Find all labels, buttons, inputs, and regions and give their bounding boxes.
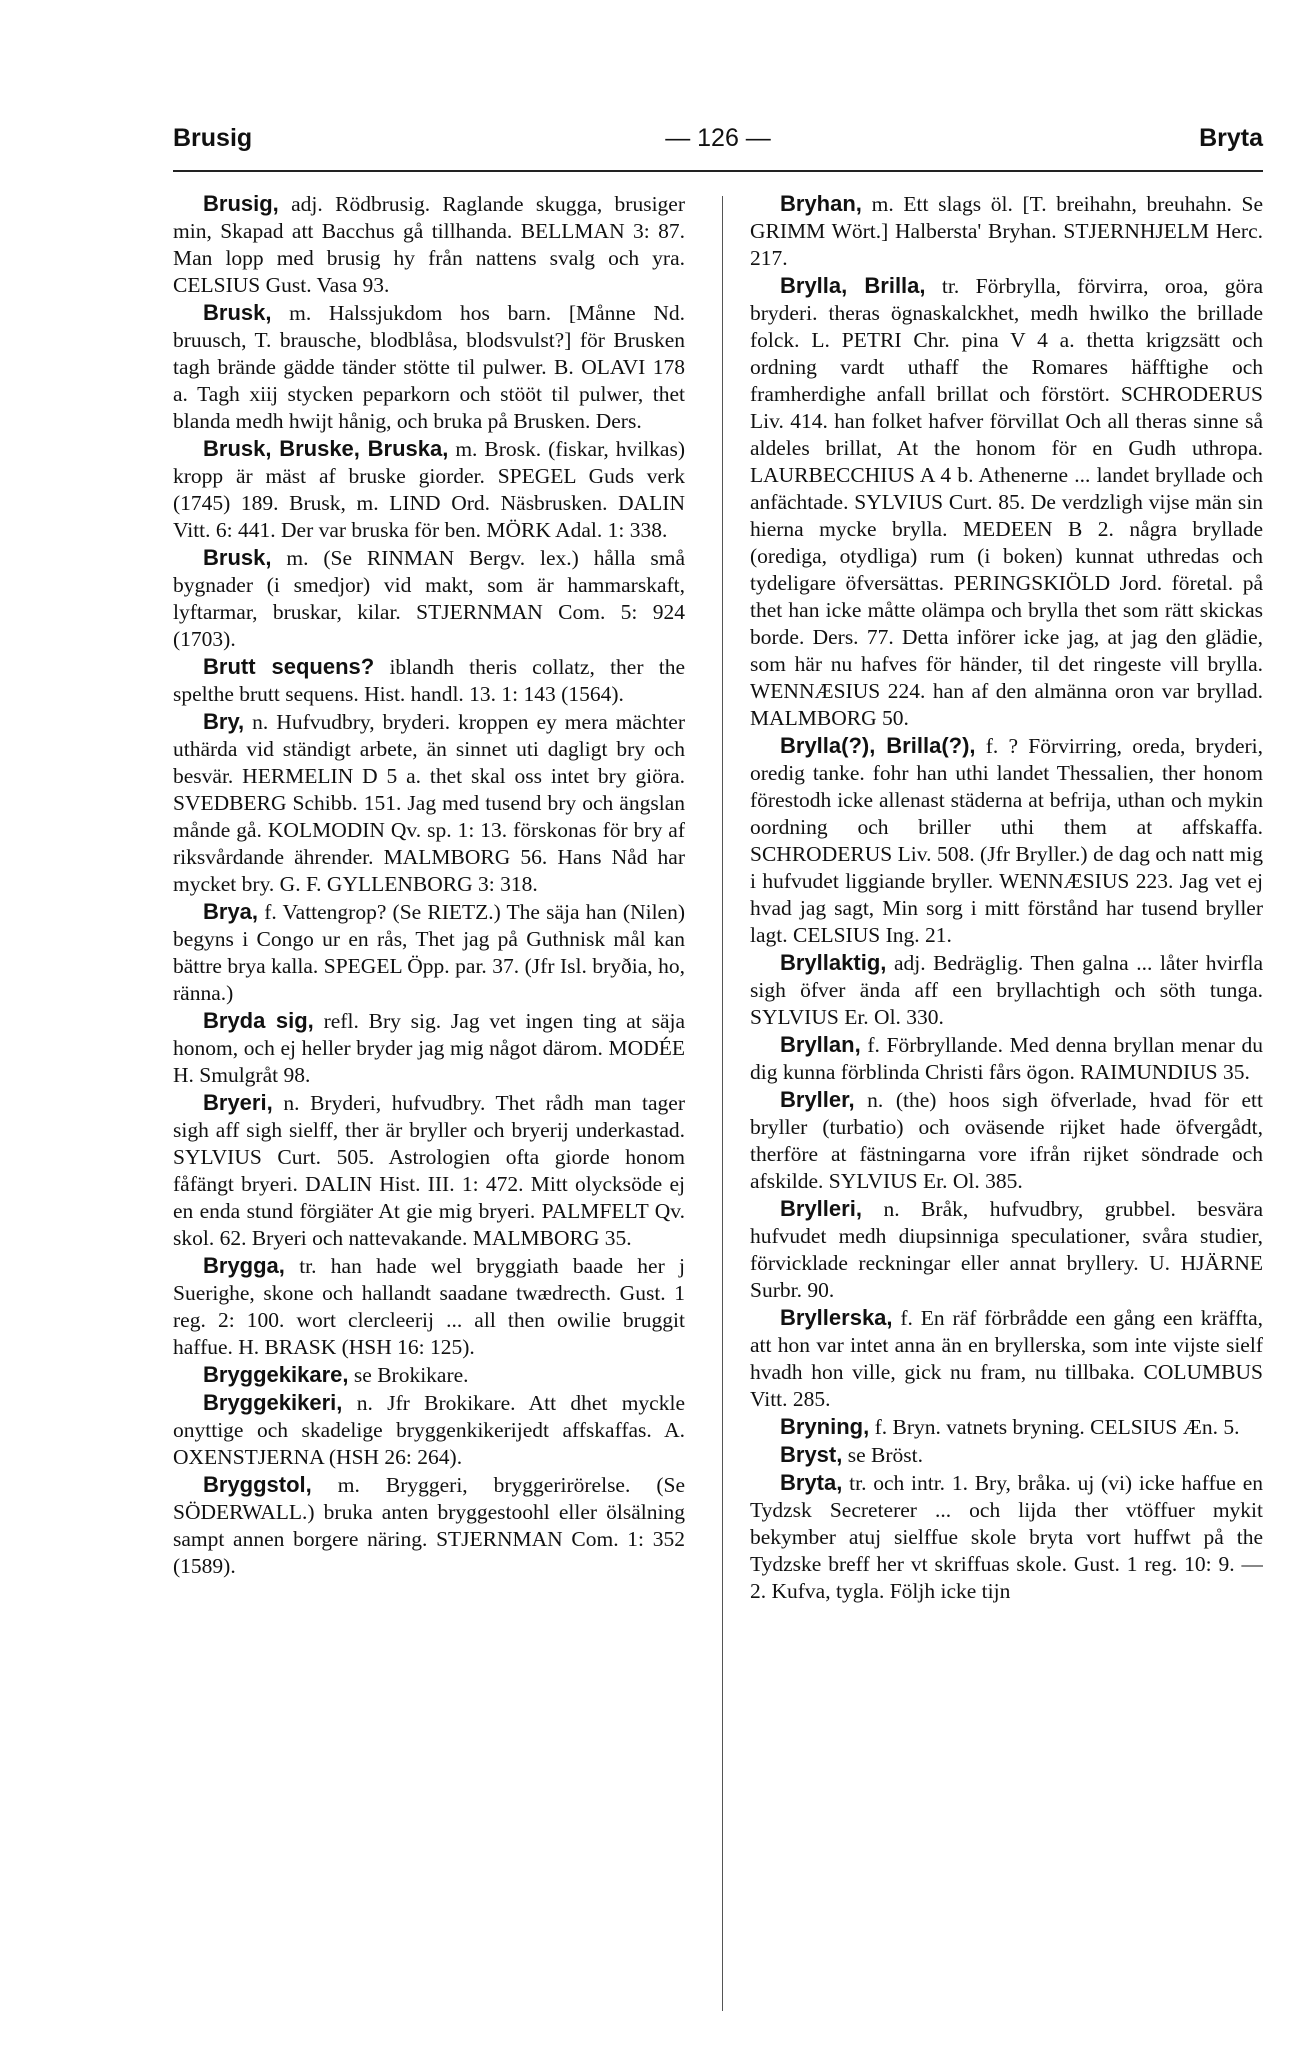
entry-headword: Bryggekikare, [203, 1362, 349, 1387]
entry-headword: Bryda sig, [203, 1008, 314, 1033]
entry-text: n. (the) hoos sigh öfverlade, hvad för ett bryller (turbatio) och oväsende rijket hade öfvergådt, therföre at fästningarna vore ifrån rijket söndrade och afskilde. SYLVIUS Er. Ol. 385. [750, 1088, 1263, 1193]
left-column [173, 190, 685, 2020]
entry-text: adj. Bedräglig. Then galna ... låter hvirfla sigh öfver ända aff een bryllachtigh och söth tunga. SYLVIUS Er. Ol. 330. [750, 951, 1263, 1029]
entry-text: m. Bryggeri, bryggerirörelse. (Se SÖDERWALL.) bruka anten bryggestoohl eller ölsälning sampt annen borgere näring. STJERNMAN Com. 1: 352 (1589). [173, 1473, 685, 1578]
entry-text: n. Hufvudbry, bryderi. kroppen ey mera mächter uthärda vid ständigt arbete, än sinnet uti dagligt bry och besvär. HERMELIN D 5 a. thet skal oss intet bry giöra. SVEDBERG Schibb. 151. Jag med tusend bry och ängslan månde gå. KOLMODIN Qv. sp. 1: 13. förskonas för bry af riksvårdande ährender. MALMBORG 56. Hans Nåd har mycket bry. G. F. GYLLENBORG 3: 318. [173, 710, 685, 896]
dictionary-entry [750, 949, 1263, 1031]
entry-headword: Brylleri, [780, 1196, 862, 1221]
entry-headword: Brygga, [203, 1253, 285, 1278]
entry-text: n. Bråk, hufvudbry, grubbel. besvära hufvudet medh diupsinniga speculationer, svåra studier, förvicklade reckningar eller annat bryllery. U. HJÄRNE Surbr. 90. [750, 1197, 1263, 1302]
entry-text: m. Brosk. (fiskar, hvilkas) kropp är mäst af bruske giorder. SPEGEL Guds verk (1745) 189. Brusk, m. LIND Ord. Näsbrusken. DALIN Vitt. 6: 441. Der var bruska för ben. MÖRK Adal. 1: 338. [173, 437, 685, 542]
entry-text: m. (Se RINMAN Bergv. lex.) hålla små bygnader (i smedjor) vid makt, som är hammarskaft, lyftarmar, bruskar, kilar. STJERNMAN Com. 5: 924 (1703). [173, 546, 685, 651]
entry-text: f. Förbryllande. Med denna bryllan menar du dig kunna förblinda Christi fårs ögon. RAIMUNDIUS 35. [750, 1033, 1263, 1084]
page-number: — 126 — [665, 124, 771, 152]
entry-headword: Bryta, [780, 1470, 843, 1495]
header-rule [173, 170, 1263, 172]
entry-headword: Brusig, [203, 191, 279, 216]
dictionary-entry [750, 1413, 1263, 1441]
dictionary-entry [173, 708, 685, 898]
entry-text: f. En räf förbrådde een gång een kräffta, att hon var intet anna än en bryllerska, som inte vijste sielf hvadh hon ville, gick nu fram, nu tillbaka. COLUMBUS Vitt. 285. [750, 1306, 1263, 1411]
entry-headword: Bryhan, [780, 191, 862, 216]
dictionary-entry [750, 190, 1263, 272]
dictionary-entry [750, 1304, 1263, 1413]
entry-headword: Brya, [203, 899, 259, 924]
entry-text: adj. Rödbrusig. Raglande skugga, brusiger min, Skapad att Bacchus gå tillhanda. BELLMAN 3: 87. Man lopp med brusig hy från nattens svalg och yra. CELSIUS Gust. Vasa 93. [173, 192, 685, 297]
entry-text: m. Halssjukdom hos barn. [Månne Nd. bruusch, T. brausche, blodblåsa, blodsvulst?] för Brusken tagh brände gädde tänder stötte til pulwer. B. OLAVI 178 a. Tagh xiij stycken peparkorn och stööt til pulwer, thet blanda medh hwijt hånig, och bruka på Brusken. Ders. [173, 301, 685, 433]
dictionary-entry [750, 732, 1263, 949]
dictionary-entry [750, 1441, 1263, 1469]
entry-headword: Bryeri, [203, 1090, 273, 1115]
entry-text: n. Jfr Brokikare. Att dhet myckle onyttige och skadelige bryggenkikerijedt affskaffas. A. OXENSTJERNA (HSH 26: 264). [173, 1391, 685, 1469]
entry-headword: Bryllerska, [780, 1305, 893, 1330]
dictionary-entry [173, 653, 685, 708]
dictionary-entry [750, 1195, 1263, 1304]
dictionary-entry [750, 1086, 1263, 1195]
entry-headword: Bryggekikeri, [203, 1390, 343, 1415]
entry-text: se Bröst. [847, 1443, 923, 1467]
entry-text: se Brokikare. [353, 1363, 469, 1387]
entry-headword: Brutt sequens? [203, 654, 375, 679]
header-left-guideword: Brusig [173, 124, 253, 152]
dictionary-entry [173, 898, 685, 1007]
entry-headword: Brusk, [203, 545, 272, 570]
entry-headword: Brusk, [203, 300, 272, 325]
dictionary-entry [173, 1007, 685, 1089]
entry-text: iblandh theris collatz, ther the spelthe brutt sequens. Hist. handl. 13. 1: 143 (1564). [173, 655, 685, 706]
column-divider [722, 196, 723, 2011]
entry-text: f. Bryn. vatnets bryning. CELSIUS Æn. 5. [874, 1415, 1240, 1439]
entry-text: tr. och intr. 1. Bry, bråka. uj (vi) icke haffue en Tydzsk Secreterer ... och lijda ther vtöffuer mykit bekymber atuj sielffue skole bryta vort huffwt på the Tydzske breff her vt skriffuas skole. Gust. 1 reg. 10: 9. — 2. Kufva, tygla. Följh icke tijn [750, 1471, 1263, 1603]
entry-headword: Bryllan, [780, 1032, 861, 1057]
dictionary-entry [173, 1089, 685, 1252]
dictionary-entry [173, 544, 685, 653]
dictionary-entry [173, 435, 685, 544]
entry-headword: Bryllaktig, [780, 950, 887, 975]
entry-text: f. Vattengrop? (Se RIETZ.) The säja han (Nilen) begyns i Congo ur en rås, Thet jag på Guthnisk mål kan bättre brya kalla. SPEGEL Öpp. par. 37. (Jfr Isl. bryðia, ho, ränna.) [173, 900, 685, 1005]
entry-text: f. ? Förvirring, oreda, bryderi, oredig tanke. fohr han uthi landet Thessalien, ther honom förestodh icke allenast städerna at befrija, uthan och mykin oordning och briller uthi them at affskaffa. SCHRODERUS Liv. 508. (Jfr Bryller.) de dag och natt mig i hufvudet liggiande bryller. WENNÆSIUS 223. Jag vet ej hvad jag sagt, Min sorg i mitt förstånd har tusend bryller lagt. CELSIUS Ing. 21. [750, 734, 1263, 947]
entry-headword: Bry, [203, 709, 245, 734]
entry-text: tr. han hade wel bryggiath baade her j Suerighe, skone och hallandt saadane twædrecth. Gust. 1 reg. 2: 100. wort clercleerij ... all then owilie bruggit haffue. H. BRASK (HSH 16: 125). [173, 1254, 685, 1359]
right-column [750, 190, 1263, 2020]
page-header [173, 118, 1263, 168]
entry-headword: Bryst, [780, 1442, 843, 1467]
dictionary-entry [173, 190, 685, 299]
entry-text: tr. Förbrylla, förvirra, oroa, göra bryderi. theras ögnaskalckhet, medh hwilko the brillade folck. L. PETRI Chr. pina V 4 a. thetta krigzsätt och ordning vardt uthaff the Romares häfftighe och framherdighe anfall brillat och förstört. SCHRODERUS Liv. 414. han folket hafver förvillat Och all theras sinne så aldeles brillat, At the honom för en Gudh uthropa. LAURBECCHIUS A 4 b. Athenerne ... landet bryllade och anfächtade. SYLVIUS Curt. 85. De verdzligh vijse män sin hierna mycke brylla. MEDEEN B 2. några bryllade (orediga, otydliga) rum (i boken) kunnat uthredas och tydeligare öfversättas. PERINGSKIÖLD Jord. företal. på thet han icke måtte olämpa och brylla thet som rätt skickas borde. Ders. 77. Detta införer icke jag, at jag den glädie, som här nu hafves för händer, til det ringeste vill brylla. WENNÆSIUS 224. han af den almänna oron var bryllad. MALMBORG 50. [750, 274, 1263, 730]
dictionary-entry [173, 1361, 685, 1389]
dictionary-entry [173, 1252, 685, 1361]
entry-headword: Bryning, [780, 1414, 870, 1439]
entry-headword: Brusk, Bruske, Bruska, [203, 436, 449, 461]
dictionary-entry [750, 1031, 1263, 1086]
header-right-guideword: Bryta [1199, 124, 1263, 152]
entry-headword: Brylla, Brilla, [780, 273, 926, 298]
entry-text: m. Ett slags öl. [T. breihahn, breuhahn. Se GRIMM Wört.] Halbersta' Bryhan. STJERNHJELM Herc. 217. [750, 192, 1263, 270]
dictionary-entry [173, 299, 685, 435]
entry-text: n. Bryderi, hufvudbry. Thet rådh man tager sigh aff sigh sielff, ther är bryller och bryerij underkastad. SYLVIUS Curt. 505. Astrologien ofta giorde honom fåfängt bryeri. DALIN Hist. III. 1: 472. Mitt olycksöde ej en enda stund förgiäter At gie mig bryeri. PALMFELT Qv. skol. 62. Bryeri och nattevakande. MALMBORG 35. [173, 1091, 685, 1250]
dictionary-entry [173, 1389, 685, 1471]
dictionary-entry [173, 1471, 685, 1580]
entry-headword: Bryller, [780, 1087, 855, 1112]
dictionary-entry [750, 272, 1263, 732]
entry-headword: Brylla(?), Brilla(?), [780, 733, 976, 758]
entry-text: refl. Bry sig. Jag vet ingen ting at säja honom, och ej heller bryder jag mig något därom. MODÉE H. Smulgråt 98. [173, 1009, 685, 1087]
dictionary-entry [750, 1469, 1263, 1605]
entry-headword: Bryggstol, [203, 1472, 312, 1497]
